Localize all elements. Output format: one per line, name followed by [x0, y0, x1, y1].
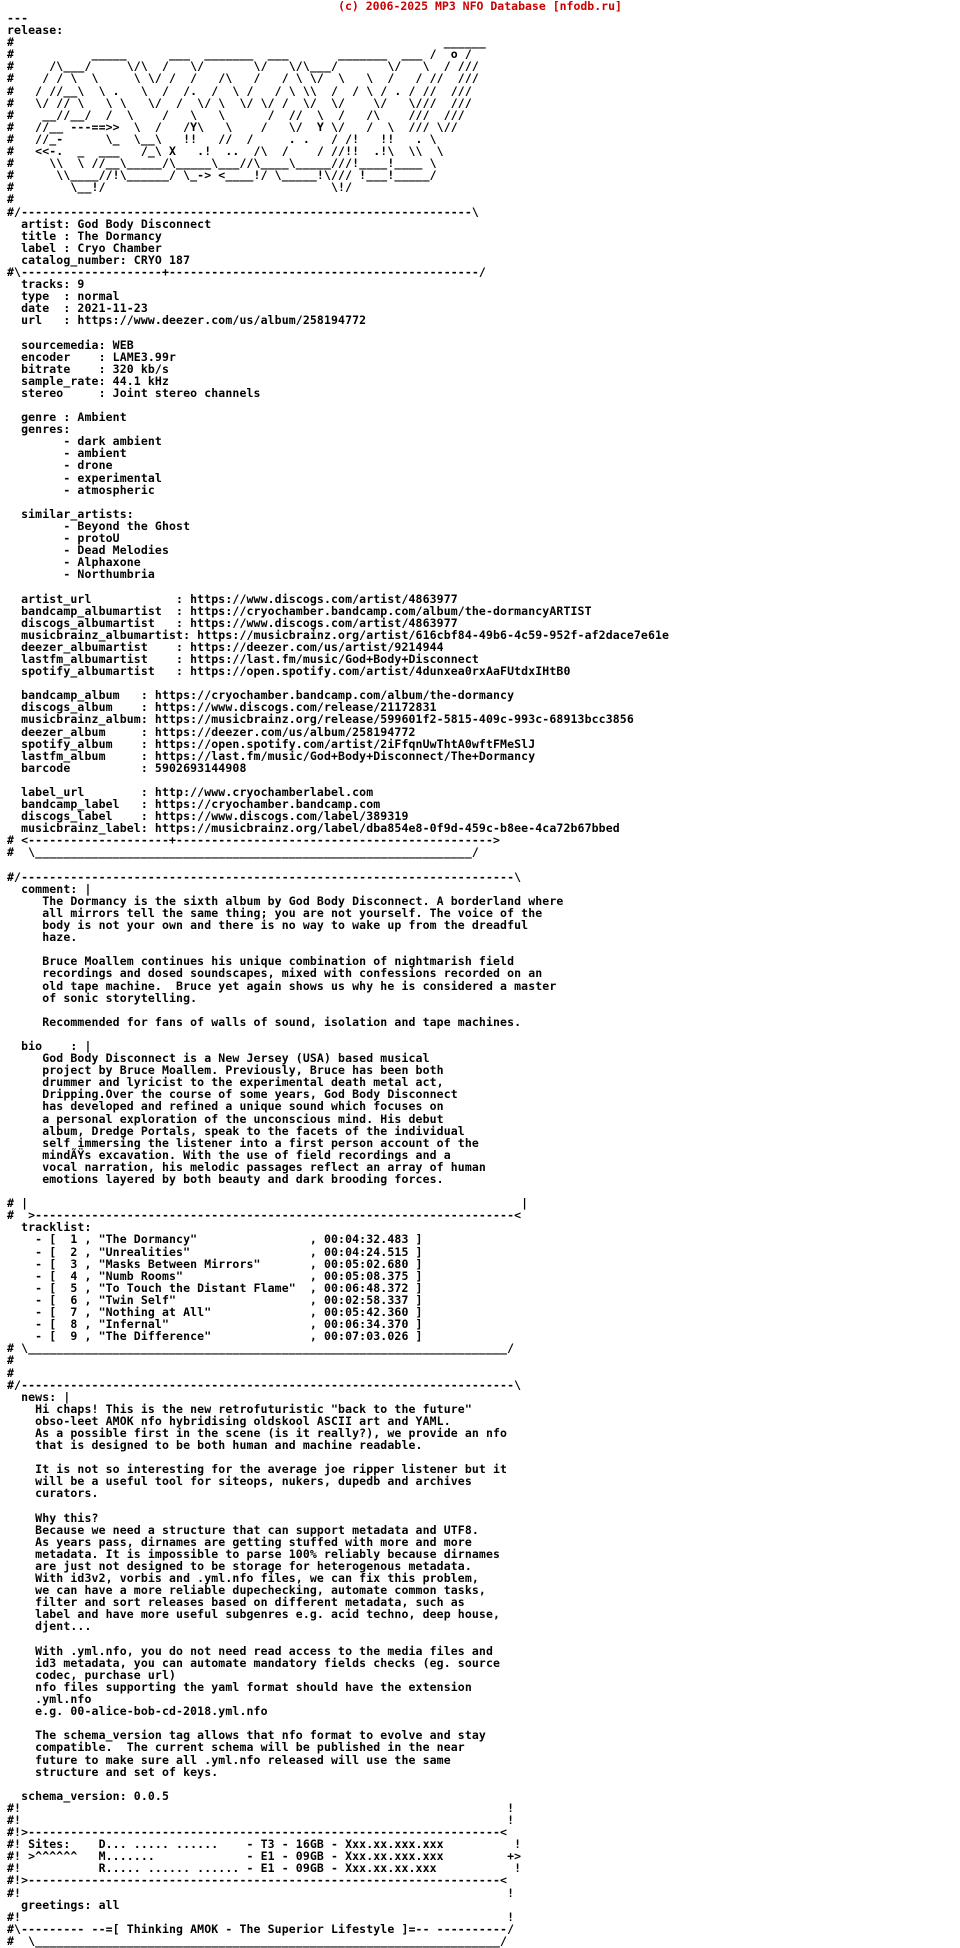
site-copyright-header: (c) 2006-2025 MP3 NFO Database [nfodb.ru]	[338, 0, 622, 13]
nfo-text: --- release: # ______ # _____ ___ _______ ___ _______ ___ / o / # /\___/ \/\ / \/ \/ \/\___/ \/ \ / /// # / / \ \ \ \/ / / /\ / / \ \/ \ \ / / // /// # / //__\ \ . \ / /. / \ / / \ \\ / / \ / . / // /// # \/ // \ \ \ \/ / \/ \ \/ \/ / \/ \/ \/ \/// /// # __//__/ / \ / \ \ / // \ / /\ /// /// # //__ ---==>> \ / /Y\ \ / \/ Y \/ / \ /// \// # //_- \_ \__\ !! // / . . / /! !! . \ # <<-. _ ___ /_\ X .! .. /\ / / //!! .!\ \\ \ # \\ \ //__\_____/\_____\___//\____\_____///!____!____ \ # \\____//!\______/ \_-> <____!/ \_____!\/// !___!_____/ # \__!/ \!/ # #/----------------------------------------------------------------\ artist: God Body Disconnect title : The Dormancy label : Cryo Chamber catalog_number: CRYO 187 #\--------------------+--------------------------------------------/ tracks: 9 type : normal date : 2021-11-23 url : https://www.deezer.com/us/album/258194772 sourcemedia: WEB encoder : LAME3.99r bitrate : 320 kb/s sample_rate: 44.1 kHz stereo : Joint stereo channels genre : Ambient genres: - dark ambient - ambient - drone - experimental - atmospheric similar_artists: - Beyond the Ghost - protoU - Dead Melodies - Alphaxone - Northumbria artist_url : https://www.discogs.com/artist/4863977 bandcamp_albumartist : https://cryochamber.bandcamp.com/album/the-dormancyARTIST discogs_albumartist : https://www.discogs.com/artist/4863977 musicbrainz_albumartist: https://musicbrainz.org/artist/616cbf84-49b6-4c59-952f-af2dace7e61e deezer_albumartist : https://deezer.com/us/artist/9214944 lastfm_albumartist : https://last.fm/music/God+Body+Disconnect spotify_albumartist : https://open.spotify.com/artist/4dunxea0rxAaFUtdxIHtB0 bandcamp_album : https://cryochamber.bandcamp.com/album/the-dormancy discogs_album : https://www.discogs.com/release/21172831 musicbrainz_album: https://musicbrainz.org/release/599601f2-5815-409c-993c-68913bcc3856 deezer_album : https://deezer.com/us/album/258194772 spotify_album : https://open.spotify.com/artist/2iFfqnUwThtA0wftFMeSlJ lastfm_album : https://last.fm/music/God+Body+Disconnect/The+Dormancy barcode : 5902693144908 label_url : http://www.cryochamberlabel.com bandcamp_label : https://cryochamber.bandcamp.com discogs_label : https://www.discogs.com/label/389319 musicbrainz_label: https://musicbrainz.org/label/dba854e8-0f9d-459c-b8ee-4ca72b67bbed # <--------------------+---------------------------------------------> # \______________________________________________________________/ #/----------------------------------------------------------------------\ comment: | The Dormancy is the sixth album by God Body Disconnect. A borderland where all mirrors tell the same thing; you are not yourself. The voice of the body is not your own and there is no way to wake up from the dreadful haze. Bruce Moallem continues his unique combination of nightmarish field recordings and dosed soundscapes, mixed with confessions recorded on an old tape machine. Bruce yet again shows us why he is considered a master of sonic storytelling. Recommended for fans of walls of sound, isolation and tape machines. bio : | God Body Disconnect is a New Jersey (USA) based musical project by Bruce Moallem. Previously, Bruce has been both drummer and lyricist to the experimental death metal act, Dripping.Over the course of some years, God Body Disconnect has developed and refined a unique sound which focuses on a personal exploration of the unconscious mind. His debut album, Dredge Portals, speak to the facets of the individual self immersing the listener into a first person account of the mindÃŸs excavation. With the use of field recordings and a vocal narration, his melodic passages reflect an array of human emotions layered by both beauty and dark brooding forces. # | | # >--------------------------------------------------------------------< tracklist: - [ 1 , "The Dormancy" , 00:04:32.483 ] - [ 2 , "Unrealities" , 00:04:24.515 ] - [ 3 , "Masks Between Mirrors" , 00:05:02.680 ] - [ 4 , "Numb Rooms" , 00:05:08.375 ] - [ 5 , "To Touch the Distant Flame" , 00:06:48.372 ] - [ 6 , "Twin Self" , 00:02:58.337 ] - [ 7 , "Nothing at All" , 00:05:42.360 ] - [ 8 , "Infernal" , 00:06:34.370 ] - [ 9 , "The Difference" , 00:07:03.026 ] # \____________________________________________________________________/ # # #/----------------------------------------------------------------------\ news: | Hi chaps! This is the new retrofuturistic "back to the future" obso-leet AMOK nfo hybridising oldskool ASCII art and YAML. As a possible first in the scene (is it really?), we provide an nfo that is designed to be both human and machine readable. It is not so interesting for the average joe ripper listener but it will be a useful tool for siteops, nukers, dupedb and archives curators. Why this? Because we need a structure that can support metadata and UTF8. As years pass, dirnames are getting stuffed with more and more metadata. It is impossible to parse 100% reliably because dirnames are just not designed to be storage for heterogenous metadata. With id3v2, vorbis and .yml.nfo files, we can fix this problem, we can have a more reliable dupechecking, automate common tasks, filter and sort releases based on different metadata, such as label and have more useful subgenres e.g. acid techno, deep house, djent... With .yml.nfo, you do not need read access to the media files and id3 metadata, you can automate mandatory fields checks (eg. source codec, purchase url) nfo files supporting the yaml format should have the extension .yml.nfo e.g. 00-alice-bob-cd-2018.yml.nfo The schema_version tag allows that nfo format to evolve and stay compatible. The current schema will be published in the near future to make sure all .yml.nfo released will use the same structure and set of keys. schema_version: 0.0.5 #! ! #! ! #!>-------------------------------------------------------------------< #! Sites: D... ..... ...... - T3 - 16GB - Xxx.xx.xxx.xxx ! #! >^^^^^^ M....... - E1 - 09GB - Xxx.xx.xxx.xxx +> #! R..... ...... ...... - E1 - 09GB - Xxx.xx.xx.xxx ! #!>-------------------------------------------------------------------< #! ! greetings: all #! ! #\--------- --=[ Thinking AMOK - The Superior Lifestyle ]=-- ----------/ # \__________________________________________________________________/	[7, 11, 670, 1948]
